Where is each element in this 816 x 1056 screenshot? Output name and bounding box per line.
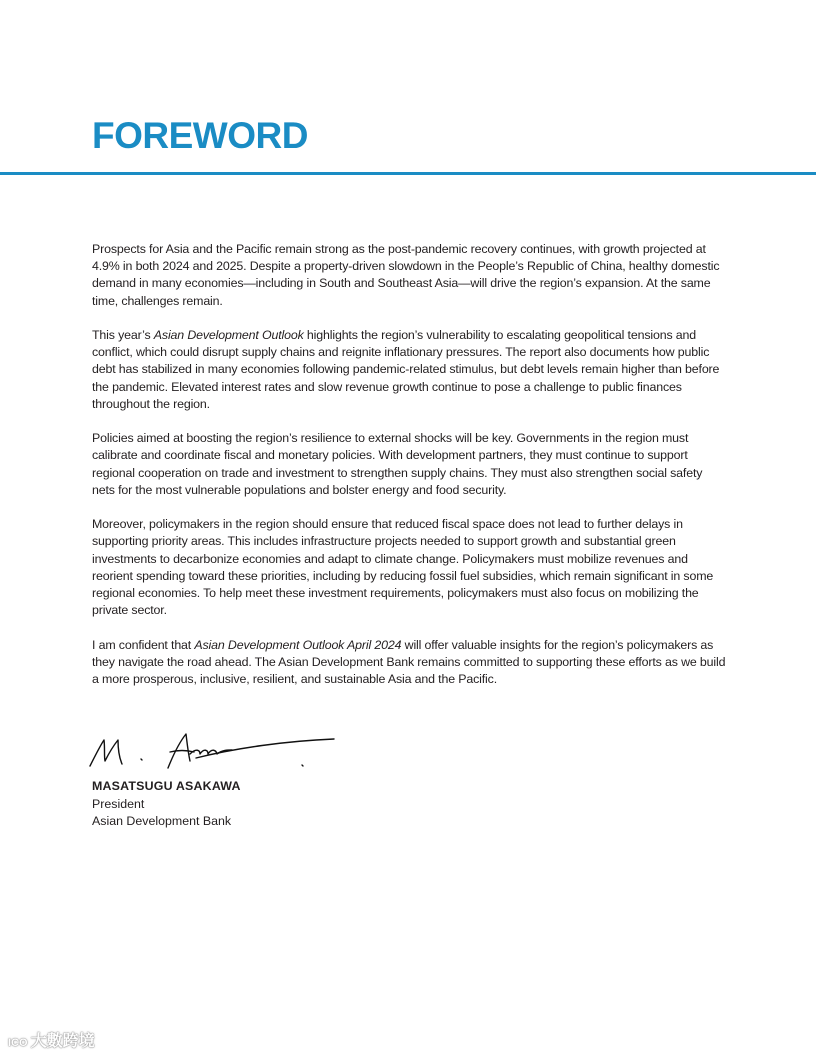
watermark bbox=[8, 1028, 95, 1051]
body-paragraph bbox=[92, 430, 728, 499]
body-paragraph bbox=[92, 516, 728, 619]
body-paragraph bbox=[92, 241, 728, 310]
body-paragraph bbox=[92, 327, 728, 413]
watermark-text: 大數跨境 bbox=[30, 1033, 95, 1050]
body-paragraph bbox=[92, 637, 728, 689]
paragraph-text: will offer valuable insights for the region’s policymakers as they navigate the road ahead. The Asian Development Bank remains committed to supporting these efforts as we build a more prosperous, inclusive, resilient, and sustainable Asia and the Pacific. bbox=[92, 637, 726, 687]
paragraph-text: highlights the region’s vulnerability to escalating geopolitical tensions and conflict, which could disrupt supply chains and reignite inflationary pressures. The report also documents how public debt has stabilized in many economies following pandemic-related stimulus, but debt levels remain higher than before the pandemic. Elevated interest rates and slow revenue growth continue to pose a challenge to public finances throughout the region. bbox=[92, 328, 720, 411]
signatory-title: President bbox=[92, 796, 145, 811]
publication-title: Asian Development Outlook April 2024 bbox=[194, 637, 402, 652]
signatory-name: MASATSUGU ASAKAWA bbox=[92, 779, 241, 793]
handwritten-signature bbox=[86, 728, 346, 783]
paragraph-text: Prospects for Asia and the Pacific remain strong as the post-pandemic recovery continues, with growth projected at 4.9% in both 2024 and 2025. Despite a property-driven slowdown in the People’s Republic of China, healthy domestic demand in many economies—including in South and Southeast Asia—will drive the region’s expansion. At the same time, challenges remain. bbox=[92, 242, 720, 308]
signature-block bbox=[92, 778, 241, 831]
signatory-organization: Asian Development Bank bbox=[92, 814, 232, 829]
paragraph-text: This year’s bbox=[92, 328, 154, 342]
paragraph-text: Moreover, policymakers in the region should ensure that reduced fiscal space does not lead to further delays in supporting priority areas. This includes infrastructure projects needed to support growth and substantial green investments to decarbonize economies and adapt to climate change. Policymakers must mobilize revenues and reorient spending toward these priorities, including by reducing fossil fuel subsidies, which remain significant in some regional economies. To help meet these investment requirements, policymakers must also focus on mobilizing the private sector. bbox=[92, 517, 714, 618]
paragraph-text: Policies aimed at boosting the region’s resilience to external shocks will be key. Governments in the region must calibrate and coordinate fiscal and monetary policies. With development partners, they must continue to support regional cooperation on trade and investment to strengthen supply chains. They must also strengthen social safety nets for the most vulnerable populations and bolster energy and food security. bbox=[92, 431, 703, 497]
watermark-logo-icon: ICO bbox=[8, 1037, 28, 1049]
title-divider bbox=[0, 172, 816, 175]
page-title: FOREWORD bbox=[92, 115, 308, 156]
paragraph-text: I am confident that bbox=[92, 637, 195, 652]
publication-title: Asian Development Outlook bbox=[153, 328, 304, 342]
foreword-body bbox=[92, 241, 728, 705]
